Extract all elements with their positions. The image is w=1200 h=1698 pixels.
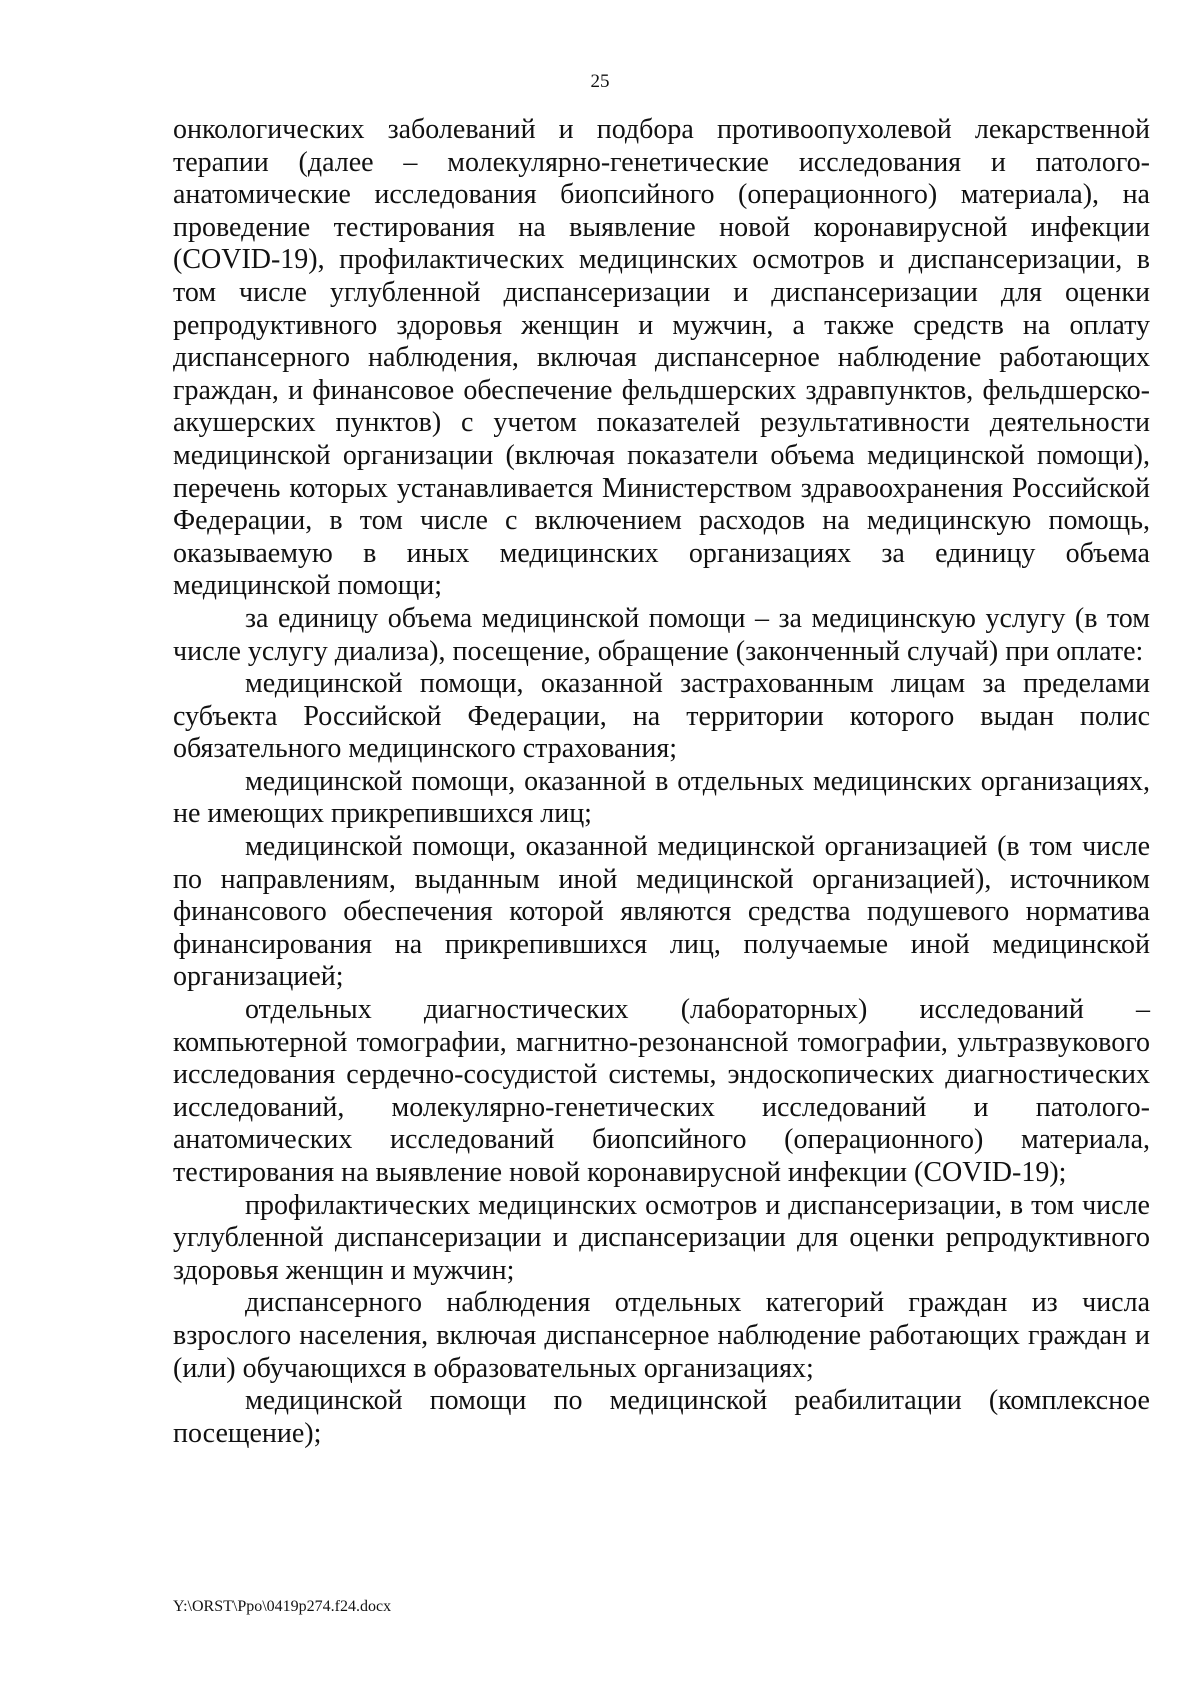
paragraph-referral-care: медицинской помощи, оказанной медицинской организацией (в том числе по направлениям, выданным иной медицинской организацией), источником финансового обеспечения которой являются средства подушевого норматива финансирования на прикрепившихся лиц, получаемые иной медицинской организацией;	[173, 831, 1150, 993]
paragraph-dispensary-observation: диспансерного наблюдения отдельных категорий граждан из числа взрослого населения, включая диспансерное наблюдение работающих граждан и (или) обучающихся в образовательных организациях;	[173, 1287, 1150, 1384]
paragraph-preventive-exams: профилактических медицинских осмотров и диспансеризации, в том числе углубленной диспансеризации и диспансеризации для оценки репродуктивного здоровья женщин и мужчин;	[173, 1189, 1150, 1286]
paragraph-unit-of-care: за единицу объема медицинской помощи – за медицинскую услугу (в том числе услугу диализа), посещение, обращение (законченный случай) при оплате:	[173, 602, 1150, 667]
paragraph-insured-outside-region: медицинской помощи, оказанной застрахованным лицам за пределами субъекта Российской Федерации, на территории которого выдан полис обязательного медицинского страхования;	[173, 668, 1150, 765]
document-body	[173, 114, 1150, 1450]
paragraph-no-attached-persons: медицинской помощи, оказанной в отдельных медицинских организациях, не имеющих прикрепившихся лиц;	[173, 765, 1150, 830]
paragraph-continuation: онкологических заболеваний и подбора противоопухолевой лекарственной терапии (далее – молекулярно-генетические исследования и патолого-анатомические исследования биопсийного (операционного) материала), на проведение тестирования на выявление новой коронавирусной инфекции (COVID-19), профилактических медицинских осмотров и диспансеризации, в том числе углубленной диспансеризации и диспансеризации для оценки репродуктивного здоровья женщин и мужчин, а также средств на оплату диспансерного наблюдения, включая диспансерное наблюдение работающих граждан, и финансовое обеспечение фельдшерских здравпунктов, фельдшерско-акушерских пунктов) с учетом показателей результативности деятельности медицинской организации (включая показатели объема медицинской помощи), перечень которых устанавливается Министерством здравоохранения Российской Федерации, в том числе с включением расходов на медицинскую помощь, оказываемую в иных медицинских организациях за единицу объема медицинской помощи;	[173, 114, 1150, 602]
paragraph-diagnostic-tests: отдельных диагностических (лабораторных) исследований – компьютерной томографии, магнитно-резонансной томографии, ультразвукового исследования сердечно-сосудистой системы, эндоскопических диагностических исследований, молекулярно-генетических исследований и патолого-анатомических исследований биопсийного (операционного) материала, тестирования на выявление новой коронавирусной инфекции (COVID-19);	[173, 994, 1150, 1188]
footer-file-path: Y:\ORST\Ppo\0419p274.f24.docx	[173, 1598, 392, 1615]
paragraph-rehabilitation: медицинской помощи по медицинской реабилитации (комплексное посещение);	[173, 1385, 1150, 1449]
page-number: 25	[590, 71, 610, 92]
